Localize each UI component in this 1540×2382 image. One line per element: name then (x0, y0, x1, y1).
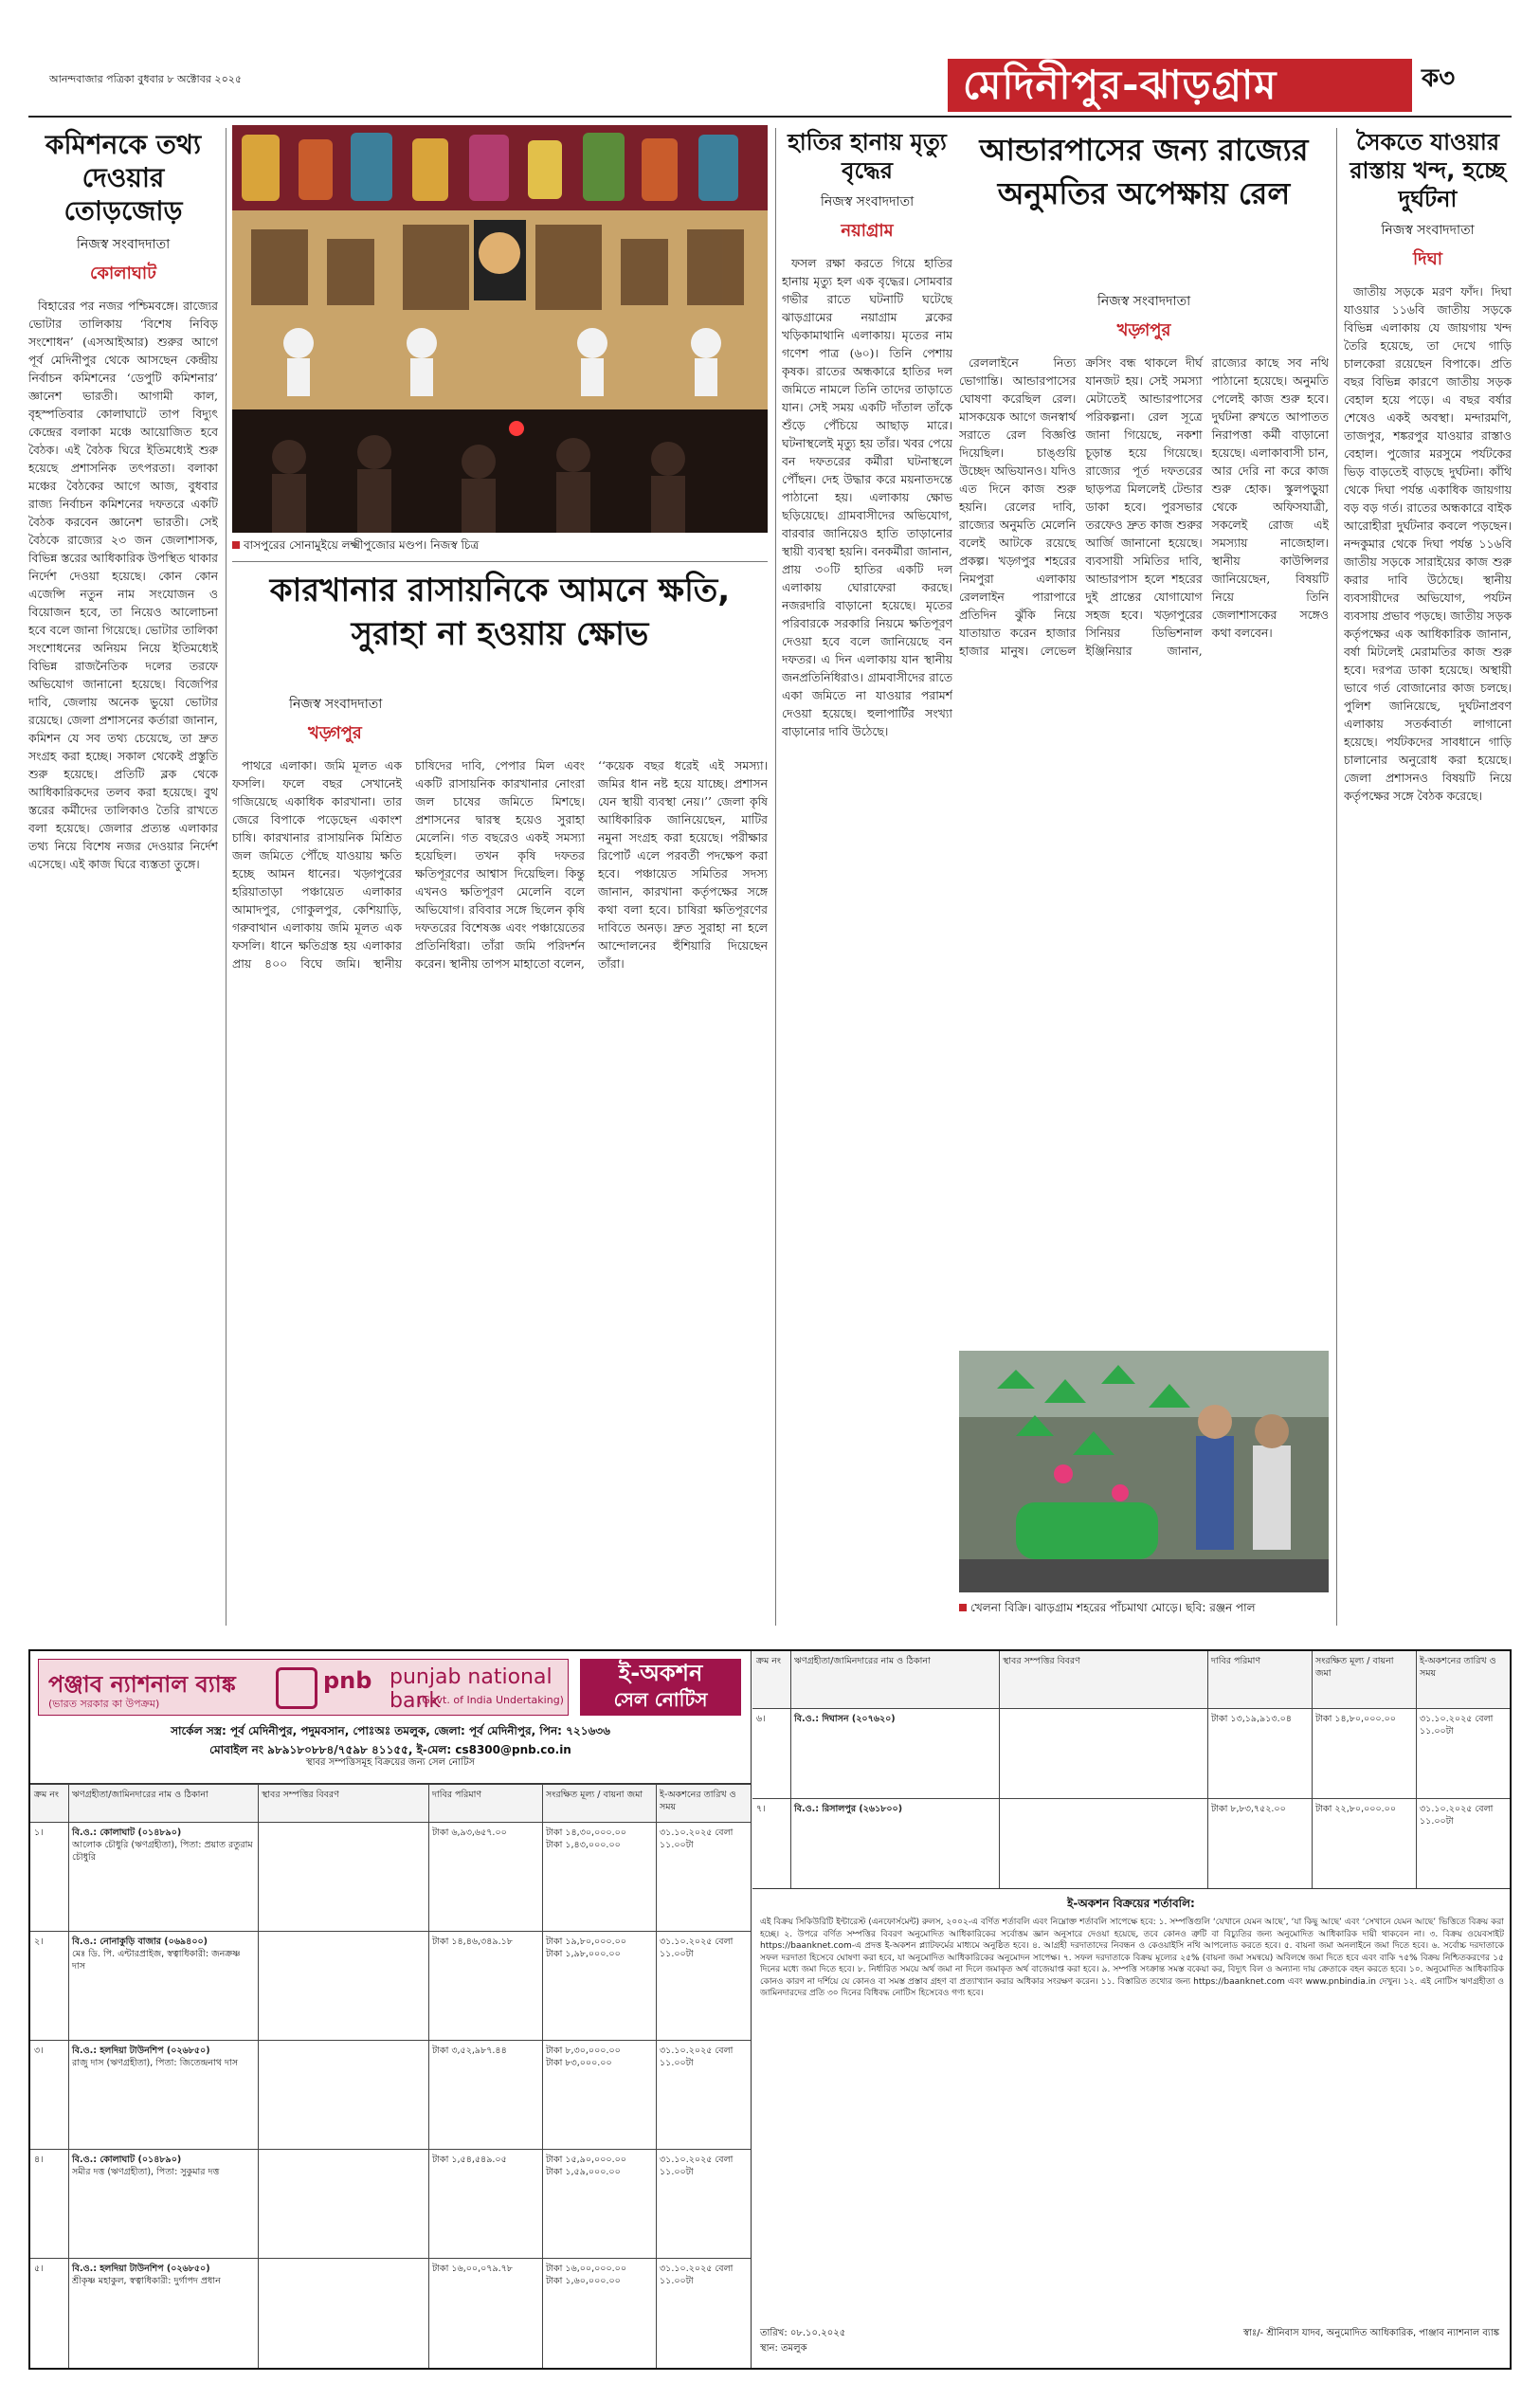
story-elephant-attack (782, 128, 952, 1626)
story-elephant-headline: হাতির হানায় মৃত্যু বৃদ্ধের (788, 129, 947, 184)
photo-lakshmi-puja-caption: বাসপুরের সোনামুইয়ে লক্ষ্মীপুজোর মণ্ডপ। নিজস্ব চিত্র (232, 537, 768, 556)
ad-center-divider (751, 1651, 752, 2368)
top-rule (28, 116, 1512, 118)
pnb-english-name: punjab national bank (390, 1665, 553, 1713)
table-col-line (999, 1651, 1000, 1888)
story-commission-dateline: কোলাঘাট (90, 264, 156, 283)
story-elephant-byline: নিজস্ব সংবাদদাতা (820, 194, 915, 209)
notice-subtitle: স্থাবর সম্পত্তিসমূহ বিক্রয়ের জন্য সেল নোটিস (305, 1757, 476, 1768)
table-row: ২। বি.ও.: নোনাকুড়ি বাজার (০৬৯৪০০) মেঃ ডি. পি. এন্টারপ্রাইজ, স্বত্বাধিকারী: জনক্রষ্ণ দাস টাকা ১৪,৪৬,৩৪৯.১৮ টাকা ১৯,৮০,০০০.০০ টাকা ১,৯৮,০০০.০০ ৩১.১০.২০২৫ বেলা ১১.০০টা (30, 1931, 751, 2040)
story-factory-chemical (232, 687, 768, 1626)
masthead (0, 0, 1540, 112)
terms-rule (752, 1888, 1510, 1889)
story-commission (28, 128, 218, 1607)
table-col-line (258, 1784, 259, 2368)
pnb-eauction-advertisement (28, 1649, 1512, 2370)
story-factory-dateline: খড়্গপুর (308, 723, 362, 743)
rule-above-story2 (232, 561, 768, 562)
story-factory-headline: কারখানার রাসায়নিকে আমনে ক্ষতি, সুরাহা না হওয়ায় ক্ষোভ (269, 572, 731, 653)
page-number: ক৩ (1422, 64, 1456, 93)
circle-address: সার্কেল সস্ত্র: পূর্ব মেদিনীপুর, পদুমবসান, পোঃঅঃ তমলুক, জেলা: পূর্ব মেদিনীপুর, পিন: ৭২১৬৩৬ মোবাইল নং ৯৮৯১৮০৮৮৪/৭৫৯৮ ৪১১৫৫, ই-মেল: cs8300@pnb.co.in (171, 1724, 610, 1756)
story-elephant-body: ফসল রক্ষা করতে গিয়ে হাতির হানায় মৃত্যু হল এক বৃদ্ধের। সোমবার গভীর রাতে ঘটনাটি ঘটেছে ঝাড়গ্রামের নয়াগ্রাম ব্লকের খড়িকামাথানি এলাকায়। মৃতের নাম গণেশ পাত্র (৬০)। তিনি পেশায় কৃষক। রাতের অন্ধকারে হাতির দল জমিতে নামলে তিনি তাদের তাড়াতে যান। সেই সময় একটি দাঁতাল তাঁকে শুঁড়ে পেঁচিয়ে আছাড় মারে। ঘটনাস্থলেই মৃত্যু হয় তাঁর। খবর পেয়ে বন দফতরের কর্মীরা ঘটনাস্থলে পৌঁছন। দেহ উদ্ধার করে ময়নাতদন্তে পাঠানো হয়। এলাকায় ক্ষোভ ছড়িয়েছে। গ্রামবাসীদের অভিযোগ, বারবার জানিয়েও হাতি তাড়ানোর স্থায়ী ব্যবস্থা হয়নি। বনকর্মীরা জানান, প্রায় ৩০টি হাতির একটি দল এলাকায় ঘোরাফেরা করছে। নজরদারি বাড়ানো হয়েছে। মৃতের পরিবারকে সরকারি নিয়মে ক্ষতিপূরণ দেওয়া হবে বলে জানিয়েছে বন দফতর। এ দিন এলাকায় যান স্থানীয় জনপ্রতিনিধিরাও। গ্রামবাসীদের রাতে একা জমিতে না যাওয়ার পরামর্শ দেওয়া হয়েছে। হুলাপার্টির সংখ্যা বাড়ানোর দাবি উঠেছে। (782, 256, 952, 738)
toy-seller-illustration (959, 1351, 1329, 1592)
pnb-mark: pnb (323, 1667, 372, 1694)
publication-dateline: আনন্দবাজার পত্রিকা বুধবার ৮ অক্টোবর ২০২৫ (49, 73, 243, 85)
property-description (999, 1803, 1207, 1883)
story-digha-body: জাতীয় সড়কে মরণ ফাঁদ। দিঘা যাওয়ার ১১৬বি জাতীয় সড়কে বিভিন্ন এলাকায় যে জায়গায় খন্দ তৈরি হয়েছে, তা দেখে গাড়ি চালকেরা রয়েছেন বিপাকে। প্রতি বছর বিভিন্ন কারণে জাতীয় সড়ক বেহাল হয়ে পড়ে। এ বছর বর্ষার শেষেও একই অবস্থা। মন্দারমণি, তাজপুর, শঙ্করপুর যাওয়ার রাস্তাও বেহাল। পুজোর মরসুমে পর্যটকের ভিড় বাড়তেই বাড়ছে দুর্ঘটনা। কাঁথি থেকে দিঘা পর্যন্ত একাধিক জায়গায় বড় বড় গর্ত। রাতের অন্ধকারে বাইক আরোহীরা দুর্ঘটনার কবলে পড়ছেন। নন্দকুমার থেকে দিঘা পর্যন্ত ১১৬বি জাতীয় সড়কে সারাইয়ের কাজ শুরু করার দাবি উঠেছে। স্থানীয় ব্যবসায়ীদের অভিযোগ, পর্যটন ব্যবসায় প্রভাব পড়ছে। জাতীয় সড়ক কর্তৃপক্ষের এক আধিকারিক জানান, বর্ষা মিটলেই মেরামতির কাজ শুরু হবে। দরপত্র ডাকা হয়েছে। অস্থায়ী ভাবে গর্ত বোজানোর কাজ চলছে। পুলিশ জানিয়েছে, দুর্ঘটনাপ্রবণ এলাকায় সতর্কবার্তা লাগানো হয়েছে। পর্যটকদের সাবধানে গাড়ি চালানোর অনুরোধ করা হয়েছে। জেলা প্রশাসনও বিষয়টি নিয়ে কর্তৃপক্ষের সঙ্গে বৈঠক করেছে। (1344, 284, 1512, 803)
photo-toy-seller (959, 1351, 1329, 1592)
caption-marker (959, 1604, 967, 1611)
table-header-row: ক্রম নং ঋণগ্রহীতা/জামিনদারের নাম ও ঠিকানা স্থাবর সম্পত্তির বিবরণ দাবির পরিমাণ সংরক্ষিত মূল্য / বায়না জমা ই-অকশনের তারিখ ও সময় (30, 1784, 751, 1822)
pnb-english-sub: (Govt. of India Undertaking) (418, 1694, 564, 1706)
story-underpass-headline: আন্ডারপাসের জন্য রাজ্যের অনুমতির অপেক্ষায় রেল (979, 132, 1309, 211)
terms-text: এই বিক্রয় সিকিউরিটি ইন্টারেস্ট (এনফোর্সমেন্ট) রুলস, ২০০২-এ বর্ণিত শর্তাবলি এবং নিম্নোক্ত শর্তাবলি সাপেক্ষে হবে: ১. সম্পত্তিগুলি ‘যেখানে যেমন আছে’, ‘যা কিছু আছে’ এবং ‘সেখানে যেমন আছে’ ভিত্তিতে বিক্রয় করা হচ্ছে। ২. উপরে বর্ণিত সম্পত্তির বিবরণ অনুমোদিত আধিকারিকের সর্বোত্তম জ্ঞান অনুসারে দেওয়া হয়েছে, তবে কোনও ত্রুটি বা বিচ্যুতির জন্য অনুমোদিত আধিকারিক দায়ী থাকবেন না। ৩. বিক্রয় ওয়েবসাইট https://baanknet.com-এ প্রদত্ত ই-অকশন প্ল্যাটফর্মের মাধ্যমে অনুষ্ঠিত হবে। ৪. আগ্রহী দরদাতাদের নিবন্ধন ও কেওয়াইসি নথি আপলোড করতে হবে। ৫. বায়না জমা অনলাইনে জমা দিতে হবে। ৬. সর্বোচ্চ দরদাতাকে সফল দরদাতা হিসেবে ঘোষণা করা হবে, যা অনুমোদিত আধিকারিকের অনুমোদন সাপেক্ষ। ৭. সফল দরদাতাকে বিক্রয় মূল্যের ২৫% (বায়না জমা সমন্বয়ে) অবিলম্বে জমা দিতে হবে এবং বাকি ৭৫% বিক্রয় নিশ্চিতকরণের ১৫ দিনের মধ্যে জমা দিতে হবে। ৮. নির্ধারিত সময়ে অর্থ জমা না দিলে জমাকৃত অর্থ বাজেয়াপ্ত করা হবে। ৯. সম্পত্তি সংক্রান্ত সমস্ত বকেয়া কর, বিদ্যুৎ বিল ও অন্যান্য দায় ক্রেতাকে বহন করতে হবে। ১০. অনুমোদিত আধিকারিক কোনও কারণ না দর্শিয়ে যে কোনও বা সমস্ত প্রস্তাব গ্রহণ বা প্রত্যাখ্যান করার অধিকার সংরক্ষণ করেন। ১১. বিস্তারিত তথ্যের জন্য https://baanknet.com এবং www.pnbindia.in দেখুন। ১২. এই নোটিস ঋণগ্রহীতা ও জামিনদারদের প্রতি ৩০ দিনের বিধিবদ্ধ নোটিস হিসেবেও গণ্য হবে। (760, 1918, 1504, 1998)
story-digha-byline: নিজস্ব সংবাদদাতা (1381, 223, 1475, 238)
table-col-line (790, 1651, 791, 1888)
property-description (258, 1936, 428, 2035)
auction-table-right (752, 1651, 1510, 1888)
story-digha-road (1344, 128, 1512, 1626)
story-factory-chemical-header (232, 569, 768, 682)
table-col-line (428, 1784, 429, 2368)
caption-marker (232, 541, 240, 549)
property-description (258, 1827, 428, 1926)
story-digha-dateline: দিঘা (1413, 249, 1442, 269)
table-row: ৩। বি.ও.: হলদিয়া টাউনশিপ (০২৬৮৫০) রাজু দাস (ঋণগ্রহীতা), পিতা: জিতেন্দ্রনাথ দাস টাকা ৩,৫২,৯৮৭.৪৪ টাকা ৮,৩০,০০০.০০ টাকা ৮৩,০০০.০০ ৩১.১০.২০২৫ বেলা ১১.০০টা (30, 2040, 751, 2149)
column-divider (775, 128, 776, 1626)
story-digha-headline: সৈকতে যাওয়ার রাস্তায় খন্দ, হচ্ছে দুর্ঘটনা (1350, 129, 1506, 212)
column-divider (1336, 128, 1337, 1626)
terms-title: ই-অকশন বিক্রয়ের শর্তাবলি: (1067, 1897, 1195, 1910)
table-col-line (1312, 1651, 1313, 1888)
pandal-illustration (232, 125, 768, 533)
eauction-badge: ই-অকশন সেল নোটিস (580, 1659, 741, 1716)
story-commission-body: বিহারের পর নজর পশ্চিমবঙ্গে। রাজ্যের ভোটার তালিকায় ‘বিশেষ নিবিড় সংশোধন’ (এসআইআর) শুরুর আগে পূর্ব মেদিনীপুর থেকে আসছেন কেন্দ্রীয় নির্বাচন কমিশনের ‘ডেপুটি কমিশনার’ জ্ঞানেশ ভারতী। আগামী কাল, বৃহস্পতিবার কোলাঘাটে তাপ বিদ্যুৎ কেন্দ্রের বলাকা মঞ্চে আয়োজিত হবে বৈঠক। এই বৈঠক ঘিরে ইতিমধ্যেই শুরু হয়েছে প্রশাসনিক তৎপরতা। বলাকা মঞ্চের বৈঠকের আগে আজ, বুধবার রাজ্য নির্বাচন কমিশনের দফতরে একটি বৈঠক করবেন জ্ঞানেশ ভারতী। সেই বৈঠকে রাজ্যের ২৩ জন জেলাশাসক, বিভিন্ন স্তরের আধিকারিক উপস্থিত থাকার নির্দেশ দেওয়া হয়েছে। কোন কোন এজেন্সি নতুন নাম সংযোজন ও বিয়োজন হবে, তা নিয়েও আলোচনা হবে বলে জানা গিয়েছে। ভোটার তালিকা সংশোধনের অনিয়ম নিয়ে ইতিমধ্যেই বিভিন্ন রাজনৈতিক দলের তরফে অভিযোগ জানানো হয়েছে। বিজেপির দাবি, জেলায় অনেক ভুয়ো ভোটার রয়েছে। জেলা প্রশাসনের কর্তারা জানান, কমিশন যে সব তথ্য চেয়েছে, তা দ্রুত সংগ্রহ করা হচ্ছে। সকাল থেকেই প্রস্তুতি শুরু হয়েছে। প্রতিটি ব্লক থেকে আধিকারিকদের তলব করা হয়েছে। বুথ স্তরের কর্মীদের তালিকাও তৈরি রাখতে বলা হয়েছে। জেলার প্রত্যন্ত এলাকার তথ্য নিয়ে বিশেষ নজর দেওয়ার নির্দেশ এসেছে। এই কাজ ঘিরে ব্যস্ততা তুঙ্গে। (28, 299, 218, 871)
story-underpass-byline: নিজস্ব সংবাদদাতা (1096, 294, 1191, 309)
table-row: ১। বি.ও.: কোলাঘাট (০১৪৮৯০) আলোক চৌধুরি (ঋণগ্রহীতা), পিতা: প্রয়াত রতুরাম চৌধুরি টাকা ৬,৯৩,৬৫৭.০০ টাকা ১৪,৩০,০০০.০০ টাকা ১,৪৩,০০০.০০ ৩১.১০.২০২৫ বেলা ১১.০০টা (30, 1822, 751, 1931)
table-row: ৫। বি.ও.: হলদিয়া টাউনশিপ (০২৬৮৫০) শ্রীকৃষ্ণ মহাকুল, স্বত্বাধিকারী: দুর্গাপদ প্রধান টাকা ১৬,০০,০৭৯.৭৮ টাকা ১৬,০০,০০০.০০ টাকা ১,৬০,০০০.০০ ৩১.১০.২০২৫ বেলা ১১.০০টা (30, 2258, 751, 2368)
table-header-row: ক্রম নং ঋণগ্রহীতা/জামিনদারের নাম ও ঠিকানা স্থাবর সম্পত্তির বিবরণ দাবির পরিমাণ সংরক্ষিত মূল্য / বায়না জমা ই-অকশনের তারিখ ও সময় (752, 1651, 1510, 1708)
section-title: মেদিনীপুর-ঝাড়গ্রাম (948, 59, 1412, 112)
pnb-bengali-sub: (ভারত সরকার কা উপক্রম) (48, 1698, 160, 1710)
property-description (999, 1713, 1207, 1793)
property-description (258, 2045, 428, 2144)
property-description (258, 2154, 428, 2253)
story-underpass (959, 284, 1329, 1346)
pnb-bengali-name: পঞ্জাব ন্যাশনাল ব্যাঙ্ক (48, 1671, 236, 1698)
story-commission-headline: কমিশনকে তথ্য দেওয়ার তোড়জোড় (45, 129, 202, 227)
pnb-logo-icon (276, 1667, 317, 1709)
photo-toy-seller-caption: খেলনা বিক্রি। ঝাড়গ্রাম শহরের পাঁচমাথা মোড়ে। ছবি: রঞ্জন পাল (959, 1600, 1329, 1619)
table-col-line (1207, 1651, 1208, 1888)
story-factory-body: পাথরে এলাকা। জমি মূলত এক ফসলি। ফলে বছর সেখানেই গজিয়েছে একাধিক কারখানা। তার জেরে বিপাকে পড়েছেন একাংশ চাষি। কারখানার রাসায়নিক মিশ্রিত জল জমিতে পৌঁছে যাওয়ায় ক্ষতি হচ্ছে আমন ধানের। খড়্গপুরের হরিয়াতাড়া পঞ্চায়েত এলাকার আমাদপুর, গোকুলপুর, কেশিয়াড়ি, গরুবাথান এলাকায় জমি মূলত এক ফসলি। ধানে ক্ষতিগ্রস্ত হয় এলাকার প্রায় ৪০০ বিঘে জমি। স্থানীয় চাষিদের দাবি, পেপার মিল এবং একটি রাসায়নিক কারখানার নোংরা জল চাষের জমিতে মিশছে। প্রশাসনের দ্বারস্থ হয়েও সুরাহা মেলেনি। গত বছরেও একই সমস্যা হয়েছিল। তখন কৃষি দফতর ক্ষতিপূরণের আশ্বাস দিয়েছিল। কিন্তু এখনও ক্ষতিপূরণ মেলেনি বলে অভিযোগ। রবিবার সঙ্গে ছিলেন কৃষি দফতরের বিশেষজ্ঞ এবং পঞ্চায়েতের প্রতিনিধিরা। তাঁরা জমি পরিদর্শন করেন। স্থানীয় তাপস মাহাতো বলেন, ‘‘কয়েক বছর ধরেই এই সমস্যা। জমির ধান নষ্ট হয়ে যাচ্ছে। প্রশাসন যেন স্থায়ী ব্যবস্থা নেয়।’’ জেলা কৃষি আধিকারিক জানিয়েছেন, মাটির নমুনা সংগ্রহ করা হয়েছে। পরীক্ষার রিপোর্ট এলে পরবর্তী পদক্ষেপ করা হবে। পঞ্চায়েত সমিতির সদস্য জানান, কারখানা কর্তৃপক্ষের সঙ্গে কথা বলা হবে। চাষিরা ক্ষতিপূরণের দাবিতে অনড়। দ্রুত সুরাহা না হলে আন্দোলনের হুঁশিয়ারি দিয়েছেন তাঁরা। (232, 758, 768, 971)
property-description (258, 2263, 428, 2362)
story-underpass-body: রেললাইনে নিত্য ভোগান্তি। আন্ডারপাসের ঘোষণা করেছিল রেল। মাসকয়েক আগে জনস্বার্থ সরাতে রেল বিজ্ঞপ্তি দিয়েছিল। চাঙ্গুয়ি উচ্ছেদ অভিযানও। যদিও এত দিনে কাজ শুরু হয়নি। রেলের দাবি, রাজ্যের অনুমতি মেলেনি বলেই আটকে রয়েছে প্রকল্প। খড়্গপুর শহরের নিমপুরা এলাকায় রেললাইন পারাপারে প্রতিদিন ঝুঁকি নিয়ে যাতায়াত করেন হাজার হাজার মানুষ। লেভেল ক্রসিং বন্ধ থাকলে দীর্ঘ যানজট হয়। সেই সমস্যা মেটাতেই আন্ডারপাসের পরিকল্পনা। রেল সূত্রে জানা গিয়েছে, নকশা চূড়ান্ত হয়ে গিয়েছে। রাজ্যের পূর্ত দফতরের ছাড়পত্র মিললেই টেন্ডার ডাকা হবে। পুরসভার তরফেও দ্রুত কাজ শুরুর আর্জি জানানো হয়েছে। ব্যবসায়ী সমিতির দাবি, আন্ডারপাস হলে শহরের দুই প্রান্তের যোগাযোগ সহজ হবে। খড়্গপুরের সিনিয়র ডিভিশনাল ইঞ্জিনিয়ার জানান, রাজ্যের কাছে সব নথি পাঠানো হয়েছে। অনুমতি পেলেই কাজ শুরু হবে। দুর্ঘটনা রুখতে আপাতত নিরাপত্তা কর্মী বাড়ানো হয়েছে। এলাকাবাসী চান, আর দেরি না করে কাজ শুরু হোক। স্কুলপড়ুয়া থেকে অফিসযাত্রী, সকলেই রোজ এই সমস্যায় নাজেহাল। স্থানীয় কাউন্সিলর জানিয়েছেন, বিষয়টি নিয়ে তিনি জেলাশাসকের সঙ্গেও কথা বলবেন। (959, 355, 1329, 658)
story-underpass-dateline: খড়্গপুর (1116, 320, 1171, 340)
table-row: ৪। বি.ও.: কোলাঘাট (০১৪৮৯০) সমীর দত্ত (ঋণগ্রহীতা), পিতা: সুকুমার দত্ত টাকা ১,৫৪,৫৪৯.০৫ টাকা ১৫,৯০,০০০.০০ টাকা ১,৫৯,০০০.০০ ৩১.১০.২০২৫ বেলা ১১.০০টা (30, 2149, 751, 2258)
photo-lakshmi-puja-pandal (232, 125, 768, 533)
table-col-line (1416, 1651, 1417, 1888)
table-col-line (542, 1784, 543, 2368)
ad-header (30, 1651, 751, 1784)
story-factory-byline: নিজস্ব সংবাদদাতা (289, 697, 383, 712)
sign-place: স্থান: তমলুক (760, 2343, 807, 2354)
table-row: ৬। বি.ও.: দিঘাসন (২০৭৬২০) টাকা ১৩,১৯,৯১৩.০৪ টাকা ১৪,৮০,০০০.০০ ৩১.১০.২০২৫ বেলা ১১.০০টা (752, 1708, 1510, 1798)
table-col-line (68, 1784, 69, 2368)
signatory: স্বাঃ/- শ্রীনিবাস যাদব, অনুমোদিত আধিকারিক, পাঞ্জাব ন্যাশনাল ব্যাঙ্ক (1242, 2328, 1499, 2338)
sign-date: তারিখ: ০৮.১০.২০২৫ (760, 2328, 846, 2338)
story-elephant-dateline: নয়াগ্রাম (841, 221, 894, 241)
story-commission-byline: নিজস্ব সংবাদদাতা (76, 237, 171, 252)
pnb-brand-band (38, 1659, 569, 1716)
auction-table-left (30, 1784, 751, 2368)
table-col-line (656, 1784, 657, 2368)
table-row: ৭। বি.ও.: রিসালপুর (২৬১৮০০) টাকা ৮,৮৩,৭৫২.০০ টাকা ২২,৮০,০০০.০০ ৩১.১০.২০২৫ বেলা ১১.০০টা (752, 1798, 1510, 1888)
